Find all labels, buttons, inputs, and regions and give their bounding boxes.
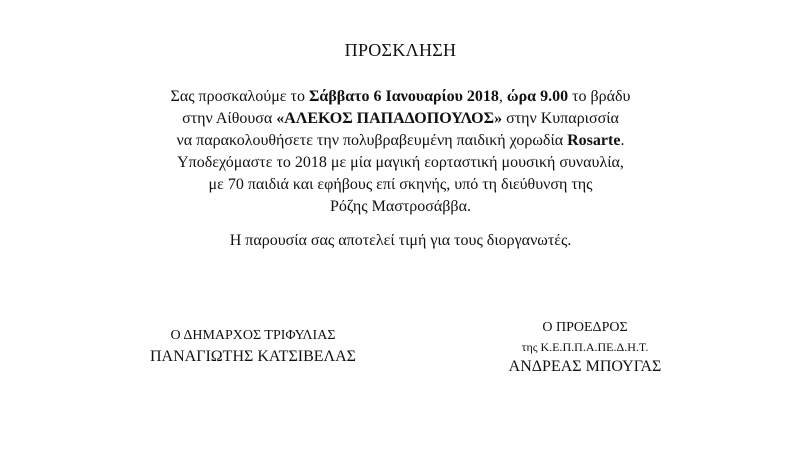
signature-president-name: ΑΝΔΡΕΑΣ ΜΠΟΥΓΑΣ xyxy=(508,358,662,375)
event-time: ώρα 9.00 xyxy=(506,88,569,105)
line1-text-c: , xyxy=(498,88,507,105)
document-title: ΠΡΟΣΚΛΗΣΗ xyxy=(344,40,457,60)
venue-name: «ΑΛΕΚΟΣ ΠΑΠΑΔΟΠΟΥΛΟΣ» xyxy=(276,110,503,127)
invitation-line-2 xyxy=(0,108,801,130)
line2-text-c: στην Κυπαρισσία xyxy=(502,110,619,127)
closing-statement: Η παρουσία σας αποτελεί τιμή για τους διοργανωτές. xyxy=(229,232,572,249)
signature-mayor-name: ΠΑΝΑΓΙΩΤΗΣ ΚΑΤΣΙΒΕΛΑΣ xyxy=(149,348,356,365)
line3-text-c: . xyxy=(620,132,625,149)
invitation-line-4: Υποδεχόμαστε το 2018 με μία μαγική εορταστική μουσική συναυλία, xyxy=(177,154,624,171)
invitation-body xyxy=(0,86,801,218)
line1-text-a: Σας προσκαλούμε το xyxy=(170,88,309,105)
signature-president-role: Ο ΠΡΟΕΔΡΟΣ xyxy=(542,320,628,335)
line1-text-e: το βράδυ xyxy=(568,88,631,105)
line3-text-a: να παρακολουθήσετε την πολυβραβευμένη παιδική χορωδία xyxy=(176,132,568,149)
signature-president xyxy=(470,318,700,378)
signature-mayor xyxy=(118,326,388,368)
signature-mayor-role: Ο ΔΗΜΑΡΧΟΣ ΤΡΙΦΥΛΙΑΣ xyxy=(170,328,336,343)
choir-name: Rosarte xyxy=(567,132,621,149)
invitation-line-6: Ρόζης Μαστροσάββα. xyxy=(330,198,471,215)
line2-text-a: στην Αίθουσα xyxy=(182,110,277,127)
invitation-line-1 xyxy=(0,86,801,108)
invitation-line-3 xyxy=(0,130,801,152)
invitation-line-5: με 70 παιδιά και εφήβους επί σκηνής, υπό τη διεύθυνση της xyxy=(208,176,593,193)
signature-president-org: της Κ.Ε.Π.Π.Α.ΠΕ.Δ.Η.Τ. xyxy=(521,340,649,354)
event-date: Σάββατο 6 Ιανουαρίου 2018 xyxy=(308,88,499,105)
